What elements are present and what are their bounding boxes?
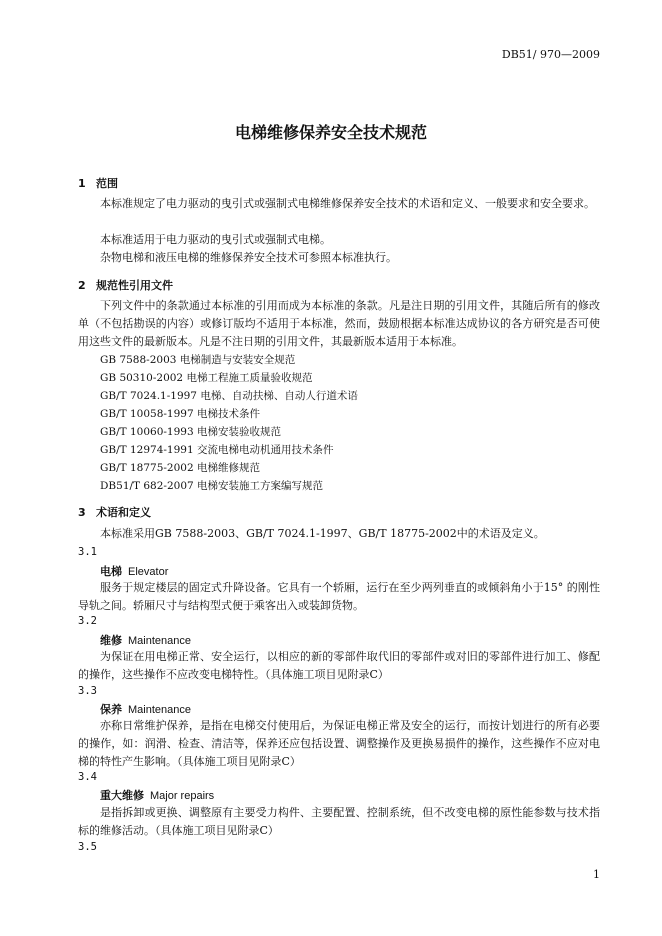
reference-item: GB 50310-2002 电梯工程施工质量验收规范 xyxy=(100,372,313,384)
term-zh: 保养 xyxy=(100,703,122,716)
section-title: 规范性引用文件 xyxy=(96,279,173,292)
reference-item: GB 7588-2003 电梯制造与安装安全规范 xyxy=(100,354,296,366)
reference-item: GB/T 10058-1997 电梯技术条件 xyxy=(100,408,260,420)
section-number: 3 xyxy=(78,506,86,519)
term-heading xyxy=(100,563,168,579)
term-definition: 亦称日常维护保养，是指在电梯交付使用后，为保证电梯正常及安全的运行，而按计划进行的所有必要的操作，如：润滑、检查、清洁等，保养还应包括设置、调整操作及更换易损件的操作，这些操作不应对电梯的特性产生影响。（具体施工项目见附录C） xyxy=(78,719,600,768)
reference-item: GB/T 12974-1991 交流电梯电动机通用技术条件 xyxy=(100,444,334,456)
term-number: 3.4 xyxy=(78,771,97,783)
reference-item: DB51/T 682-2007 电梯安装施工方案编写规范 xyxy=(100,480,324,492)
term-zh: 维修 xyxy=(100,634,122,647)
section-title: 范围 xyxy=(96,177,118,190)
term-en: Major repairs xyxy=(150,790,215,802)
reference-item: GB/T 10060-1993 电梯安装验收规范 xyxy=(100,426,281,438)
term-definition: 是指拆卸或更换、调整原有主要受力构件、主要配置、控制系统，但不改变电梯的原性能参数与技术指标的维修活动。（具体施工项目见附录C） xyxy=(78,806,600,837)
term-zh: 电梯 xyxy=(100,565,122,578)
paragraph: 本标准采用GB 7588-2003、GB/T 7024.1-1997、GB/T 18775-2002中的术语及定义。 xyxy=(100,527,545,540)
section-number: 2 xyxy=(78,279,86,292)
paragraph: 下列文件中的条款通过本标准的引用而成为本标准的条款。凡是注日期的引用文件，其随后所有的修改单（不包括勘误的内容）或修订版均不适用于本标准，然而，鼓励根据本标准达成协议的各方研究是否可使用这些文件的最新版本。凡是不注日期的引用文件，其最新版本适用于本标准。 xyxy=(78,299,600,348)
term-number: 3.1 xyxy=(78,546,97,558)
term-zh: 重大维修 xyxy=(100,789,144,802)
section-heading-references xyxy=(78,277,173,293)
term-number: 3.5 xyxy=(78,841,97,853)
document-title: 电梯维修保养安全技术规范 xyxy=(234,123,427,142)
term-heading xyxy=(100,701,191,717)
section-heading-terms xyxy=(78,504,151,520)
term-number: 3.2 xyxy=(78,615,97,627)
term-en: Maintenance xyxy=(128,704,191,716)
reference-item: GB/T 18775-2002 电梯维修规范 xyxy=(100,462,260,474)
page-number: 1 xyxy=(593,868,600,881)
standard-code: DB51/ 970—2009 xyxy=(501,48,600,61)
term-en: Elevator xyxy=(128,566,169,578)
section-title: 术语和定义 xyxy=(96,506,151,519)
paragraph: 杂物电梯和液压电梯的维修保养安全技术可参照本标准执行。 xyxy=(100,251,397,264)
reference-item: GB/T 7024.1-1997 电梯、自动扶梯、自动人行道术语 xyxy=(100,390,358,402)
term-definition: 服务于规定楼层的固定式升降设备。它具有一个轿厢，运行在至少两列垂直的或倾斜角小于15° 的刚性导轨之间。轿厢尺寸与结构型式便于乘客出入或装卸货物。 xyxy=(78,581,600,612)
section-heading-scope xyxy=(78,175,118,191)
section-number: 1 xyxy=(78,177,86,190)
term-heading xyxy=(100,787,214,803)
paragraph: 本标准适用于电力驱动的曳引式或强制式电梯。 xyxy=(100,233,331,246)
term-en: Maintenance xyxy=(128,635,191,647)
term-heading xyxy=(100,632,191,648)
paragraph: 本标准规定了电力驱动的曳引式或强制式电梯维修保养安全技术的术语和定义、一般要求和安全要求。 xyxy=(100,197,595,210)
term-definition: 为保证在用电梯正常、安全运行，以相应的新的零部件取代旧的零部件或对旧的零部件进行加工、修配的操作，这些操作不应改变电梯特性。（具体施工项目见附录C） xyxy=(78,650,600,681)
term-number: 3.3 xyxy=(78,685,97,697)
